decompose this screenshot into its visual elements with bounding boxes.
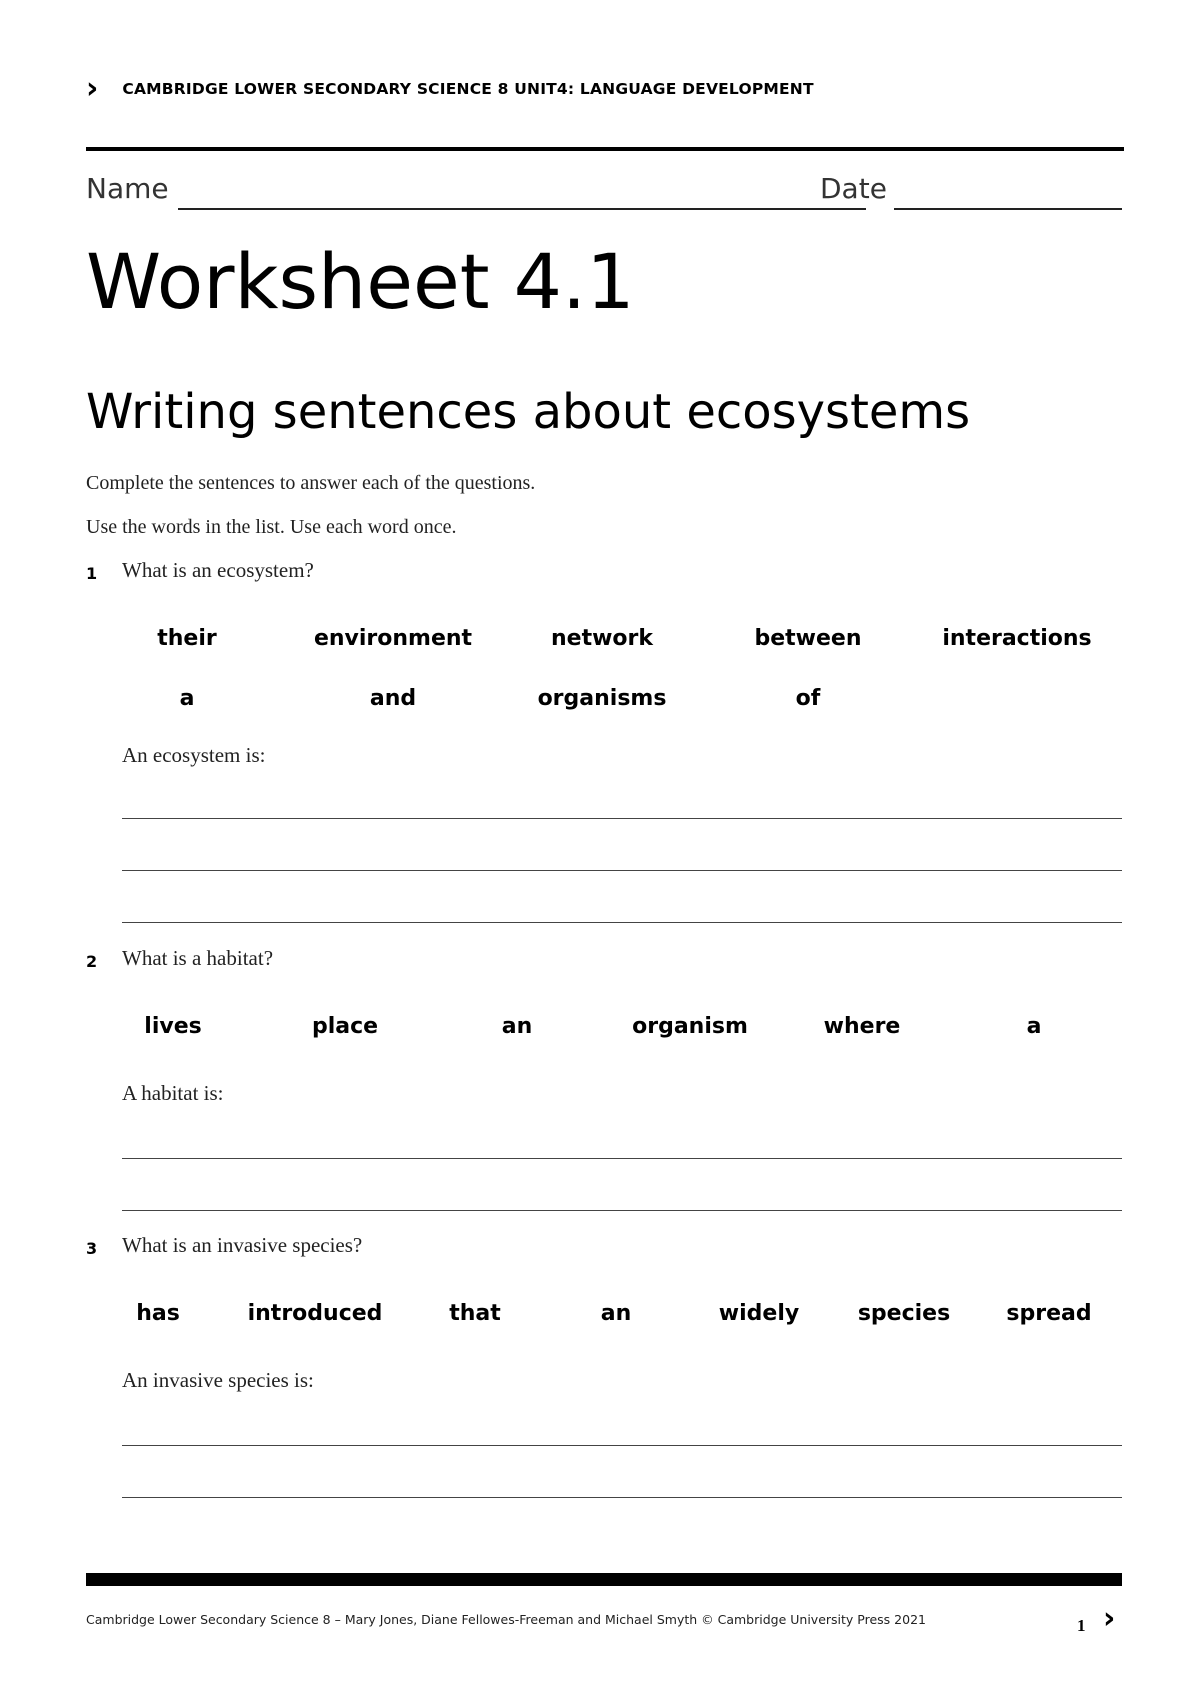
question-text: What is a habitat? [122, 946, 274, 970]
instruction-2: Use the words in the list. Use each word once. [86, 516, 457, 538]
header-rule [86, 147, 1124, 151]
word-chip: spread [1006, 1301, 1092, 1326]
answer-line[interactable] [122, 1210, 1122, 1211]
name-field[interactable] [178, 208, 866, 210]
word-chip: where [823, 1014, 901, 1039]
word-chip: that [449, 1301, 501, 1326]
answer-lead: An invasive species is: [122, 1368, 314, 1392]
word-chip: organism [632, 1014, 748, 1039]
question-number: 1 [86, 564, 98, 583]
worksheet-title: Worksheet 4.1 [86, 237, 635, 326]
question-number: 3 [86, 1239, 98, 1258]
word-chip: organisms [537, 686, 667, 711]
question-text: What is an ecosystem? [122, 558, 314, 582]
word-chip: a [179, 686, 195, 711]
answer-line[interactable] [122, 870, 1122, 871]
answer-line[interactable] [122, 1445, 1122, 1446]
page-number: 1 [1077, 1616, 1086, 1635]
name-date-row [86, 172, 1124, 212]
word-chip: has [136, 1301, 180, 1326]
answer-line[interactable] [122, 922, 1122, 923]
word-chip: place [311, 1014, 379, 1039]
answer-lead: A habitat is: [122, 1081, 224, 1105]
header [86, 71, 814, 106]
question-number: 2 [86, 952, 98, 971]
word-chip: species [857, 1301, 951, 1326]
date-field[interactable] [894, 208, 1122, 210]
chevron-right-icon: › [1103, 1601, 1116, 1636]
header-title: CAMBRIDGE LOWER SECONDARY SCIENCE 8 UNIT4: LANGUAGE DEVELOPMENT [122, 80, 814, 98]
question-text: What is an invasive species? [122, 1233, 363, 1257]
footer-copyright: Cambridge Lower Secondary Science 8 – Mary Jones, Diane Fellowes-Freeman and Michael Smyth © Cambridge University Press 2021 [86, 1612, 926, 1627]
chevron-right-icon: › [86, 71, 99, 106]
date-label: Date [820, 172, 887, 205]
word-chip: an [600, 1301, 632, 1326]
name-label: Name [86, 172, 169, 205]
footer-rule [86, 1573, 1122, 1586]
answer-line[interactable] [122, 818, 1122, 819]
word-chip: lives [144, 1014, 202, 1039]
word-chip: between [754, 626, 862, 651]
word-chip: and [369, 686, 417, 711]
word-chip: environment [313, 626, 473, 651]
word-chip: their [157, 626, 217, 651]
worksheet-subtitle: Writing sentences about ecosystems [86, 384, 971, 440]
word-chip: introduced [247, 1301, 383, 1326]
word-chip: of [795, 686, 821, 711]
word-chip: widely [718, 1301, 800, 1326]
answer-line[interactable] [122, 1158, 1122, 1159]
answer-lead: An ecosystem is: [122, 743, 266, 767]
answer-line[interactable] [122, 1497, 1122, 1498]
instruction-1: Complete the sentences to answer each of the questions. [86, 472, 536, 494]
word-chip: a [1026, 1014, 1042, 1039]
word-chip: interactions [942, 626, 1092, 651]
word-chip: an [501, 1014, 533, 1039]
word-chip: network [550, 626, 654, 651]
